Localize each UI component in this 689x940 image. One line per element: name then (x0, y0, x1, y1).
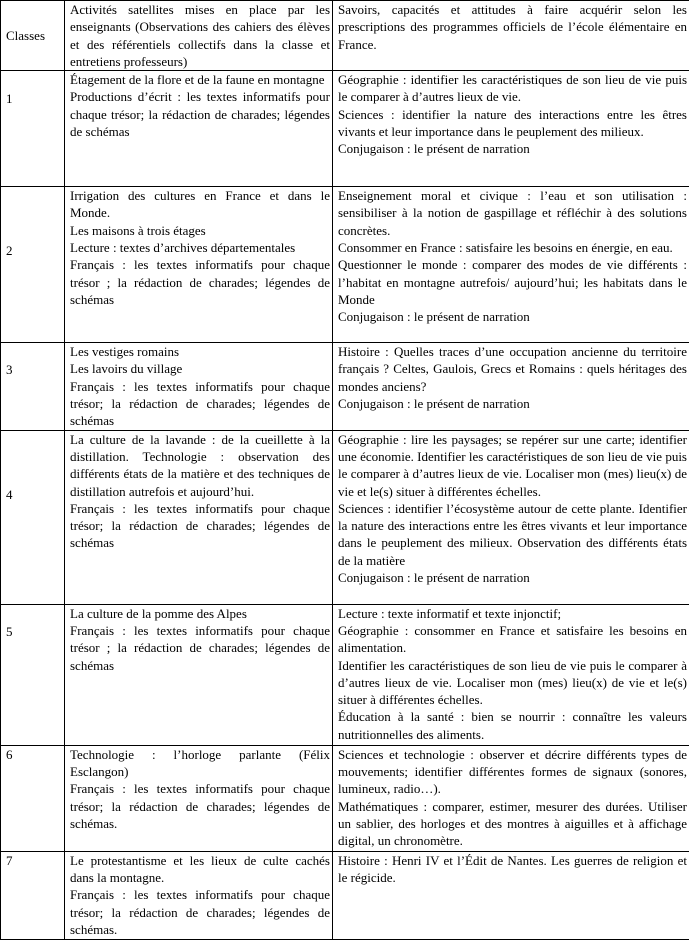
header-savoirs: Savoirs, capacités et attitudes à faire acquérir selon les prescriptions des programmes officiels de l’école élémentaire en France. (333, 1, 689, 71)
activite-line: Lecture : textes d’archives départementales (70, 239, 330, 256)
activite-line: Irrigation des cultures en France et dans le Monde. (70, 187, 330, 222)
activite-line: Les maisons à trois étages (70, 222, 330, 239)
savoir-line: Sciences : identifier la nature des interactions entre les êtres vivants et leur importance dans le peuplement des milieux. (338, 106, 687, 141)
header-row (1, 1, 689, 71)
header-activites: Activités satellites mises en place par les enseignants (Observations des cahiers des élèves et des référentiels collectifs dans la classe et entretiens professeurs) (65, 1, 333, 71)
classe-cell (1, 343, 65, 430)
savoir-line: Conjugaison : le présent de narration (338, 140, 687, 157)
table-row (1, 187, 689, 343)
classe-number: 2 (6, 242, 62, 259)
savoir-line: Consommer en France : satisfaire les besoins en énergie, en eau. (338, 239, 687, 256)
savoirs-cell (333, 430, 689, 604)
savoir-line: Géographie : lire les paysages; se repérer sur une carte; identifier une économie. Identifier les caractéristiques de son lieu de vie puis le comparer à d’autres lieux de vie. Localiser mon (mes) lieu(x) de vie et le(s) situer à différentes échelles. (338, 431, 687, 500)
savoir-line: Mathématiques : comparer, estimer, mesurer des durées. Utiliser un sablier, des horloges et des montres à aiguilles et à affichage digital, un chronomètre. (338, 798, 687, 850)
classe-number: 5 (6, 623, 62, 640)
savoir-line: Sciences et technologie : observer et décrire différents types de mouvements; identifier différentes formes de signaux (sonores, lumineux, radio…). (338, 746, 687, 798)
activite-line: La culture de la pomme des Alpes (70, 605, 330, 622)
table-row (1, 745, 689, 851)
table-row (1, 604, 689, 745)
savoir-line: Sciences : identifier l’écosystème autour de cette plante. Identifier la nature des interactions entre les êtres vivants et leur importance dans le peuplement des milieux. Observation des différents états de la matière (338, 500, 687, 569)
table-row (1, 851, 689, 939)
activite-line: Français : les textes informatifs pour chaque trésor ; la rédaction de charades; légendes de schémas (70, 622, 330, 674)
activite-line: La culture de la lavande : de la cueillette à la distillation. Technologie : observation des différents états de la matière et des techniques de distillation autrefois et aujourd’hui. (70, 431, 330, 500)
savoirs-cell (333, 851, 689, 939)
table-row (1, 71, 689, 187)
activite-line: Étagement de la flore et de la faune en montagne (70, 71, 330, 88)
activites-cell (65, 604, 333, 745)
table-row (1, 343, 689, 430)
savoirs-cell (333, 187, 689, 343)
savoirs-cell (333, 604, 689, 745)
savoir-line: Lecture : texte informatif et texte injonctif; (338, 605, 687, 622)
savoir-line: Conjugaison : le présent de narration (338, 308, 687, 325)
activite-line: Français : les textes informatifs pour chaque trésor; la rédaction de charades; légendes de schémas (70, 500, 330, 552)
activites-cell (65, 745, 333, 851)
classe-number: 1 (6, 90, 62, 107)
savoir-line: Conjugaison : le présent de narration (338, 569, 687, 586)
activite-line: Productions d’écrit : les textes informatifs pour chaque trésor; la rédaction de charades; légendes de schémas (70, 88, 330, 140)
classe-number: 4 (6, 486, 62, 503)
savoir-line: Questionner le monde : comparer des modes de vie différents : l’habitat en montagne autrefois/ aujourd’hui; les habitats dans le Monde (338, 256, 687, 308)
activites-cell (65, 343, 333, 430)
classe-cell (1, 71, 65, 187)
savoir-line: Géographie : consommer en France et satisfaire les besoins en alimentation. (338, 622, 687, 657)
activite-line: Français : les textes informatifs pour chaque trésor; la rédaction de charades; légendes de schémas. (70, 780, 330, 832)
table-row (1, 430, 689, 604)
activite-line: Français : les textes informatifs pour chaque trésor; la rédaction de charades; légendes de schémas (70, 378, 330, 430)
classe-cell (1, 604, 65, 745)
classe-number: 6 (6, 746, 62, 763)
savoir-line: Enseignement moral et civique : l’eau et son utilisation : sensibiliser à la notion de gaspillage et réfléchir à des solutions concrètes. (338, 187, 687, 239)
activites-cell (65, 430, 333, 604)
activite-line: Les vestiges romains (70, 343, 330, 360)
activite-line: Les lavoirs du village (70, 360, 330, 377)
savoirs-cell (333, 745, 689, 851)
activites-cell (65, 71, 333, 187)
classe-cell (1, 745, 65, 851)
classe-cell (1, 187, 65, 343)
classe-number: 3 (6, 361, 62, 378)
classe-cell (1, 430, 65, 604)
classe-number: 7 (6, 852, 62, 869)
savoirs-cell (333, 343, 689, 430)
savoir-line: Géographie : identifier les caractéristiques de son lieu de vie puis le comparer à d’autres lieux de vie. (338, 71, 687, 106)
savoir-line: Éducation à la santé : bien se nourrir : connaître les valeurs nutritionnelles des aliments. (338, 708, 687, 743)
savoir-line: Histoire : Henri IV et l’Édit de Nantes. Les guerres de religion et le régicide. (338, 852, 687, 887)
classe-cell (1, 851, 65, 939)
activite-line: Français : les textes informatifs pour chaque trésor ; la rédaction de charades; légendes de schémas (70, 256, 330, 308)
savoir-line: Histoire : Quelles traces d’une occupation ancienne du territoire français ? Celtes, Gaulois, Grecs et Romains : quels héritages des mondes anciens? (338, 343, 687, 395)
savoirs-cell (333, 71, 689, 187)
activites-cell (65, 851, 333, 939)
savoir-line: Conjugaison : le présent de narration (338, 395, 687, 412)
activite-line: Technologie : l’horloge parlante (Félix Esclangon) (70, 746, 330, 781)
activites-cell (65, 187, 333, 343)
activite-line: Le protestantisme et les lieux de culte cachés dans la montagne. (70, 852, 330, 887)
activite-line: Français : les textes informatifs pour chaque trésor; la rédaction de charades; légendes de schémas. (70, 886, 330, 938)
savoir-line: Identifier les caractéristiques de son lieu de vie puis le comparer à d’autres lieux de vie. Localiser mon (mes) lieu(x) de vie et le(s) situer à différentes échelles. (338, 657, 687, 709)
header-classes: Classes (1, 1, 65, 71)
